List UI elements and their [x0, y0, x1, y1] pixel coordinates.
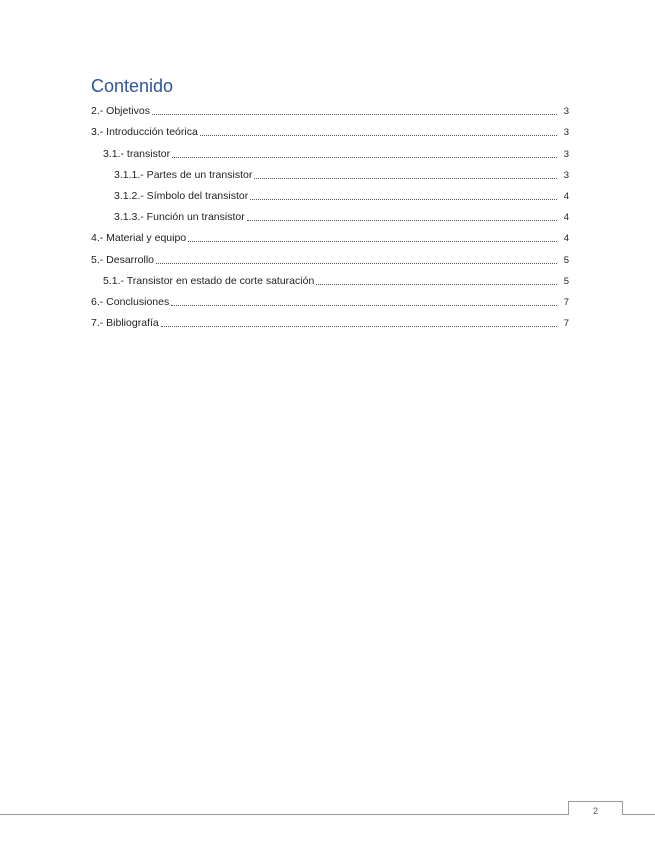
toc-leader-dots [152, 113, 557, 115]
toc-entry-conclusiones[interactable] [91, 288, 569, 309]
toc-leader-dots [200, 134, 557, 136]
toc-title: Contenido [91, 76, 174, 96]
footer-divider [0, 814, 655, 815]
toc-entry-text: 3.1.2.- Símbolo del transistor [114, 189, 249, 202]
toc-page-number: 4 [563, 212, 569, 224]
toc-entry-simbolo[interactable] [91, 182, 569, 203]
toc-entry-introduccion[interactable] [91, 118, 569, 139]
toc-leader-dots [172, 156, 557, 158]
toc-entry-text: 5.1.- Transistor en estado de corte saturación [103, 274, 315, 287]
toc-leader-dots [161, 325, 557, 327]
toc-page-number: 7 [563, 318, 569, 330]
toc-entry-text: 3.- Introducción teórica [91, 126, 198, 139]
toc-page-number: 3 [563, 148, 569, 160]
toc-page-number: 3 [563, 106, 569, 118]
toc-entry-text: 3.1.- transistor [103, 147, 171, 160]
toc-entry-material[interactable] [91, 224, 569, 245]
toc-leader-dots [247, 219, 557, 221]
toc-entry-objetivos[interactable] [91, 97, 569, 118]
toc-page-number: 4 [563, 190, 569, 202]
toc-entry-funcion[interactable] [91, 203, 569, 224]
toc-page-number: 4 [563, 233, 569, 245]
toc-entry-text: 4.- Material y equipo [91, 232, 187, 245]
toc-page-number: 5 [563, 254, 569, 266]
toc-page-number: 7 [563, 296, 569, 308]
toc-entry-text: 3.1.1.- Partes de un transistor [114, 168, 253, 181]
toc-entry-text: 7.- Bibliografía [91, 317, 159, 330]
toc-leader-dots [156, 262, 557, 264]
toc-leader-dots [171, 304, 557, 306]
toc-entry-partes[interactable] [91, 161, 569, 182]
page-number: 2 [592, 806, 598, 816]
toc-leader-dots [250, 198, 557, 200]
toc-page-number: 3 [563, 169, 569, 181]
toc-leader-dots [188, 240, 557, 242]
page-number-box [568, 801, 623, 815]
toc-entry-text: 5.- Desarrollo [91, 253, 155, 266]
table-of-contents [91, 97, 569, 330]
toc-page-number: 3 [563, 127, 569, 139]
toc-entry-desarrollo[interactable] [91, 245, 569, 266]
toc-entry-transistor[interactable] [91, 139, 569, 160]
toc-entry-corte-saturacion[interactable] [91, 267, 569, 288]
toc-entry-text: 3.1.3.- Función un transistor [114, 211, 245, 224]
toc-entry-text: 6.- Conclusiones [91, 295, 170, 308]
toc-entry-bibliografia[interactable] [91, 309, 569, 330]
toc-leader-dots [316, 283, 557, 285]
toc-leader-dots [254, 177, 557, 179]
toc-entry-text: 2.- Objetivos [91, 105, 150, 118]
toc-page-number: 5 [563, 275, 569, 287]
